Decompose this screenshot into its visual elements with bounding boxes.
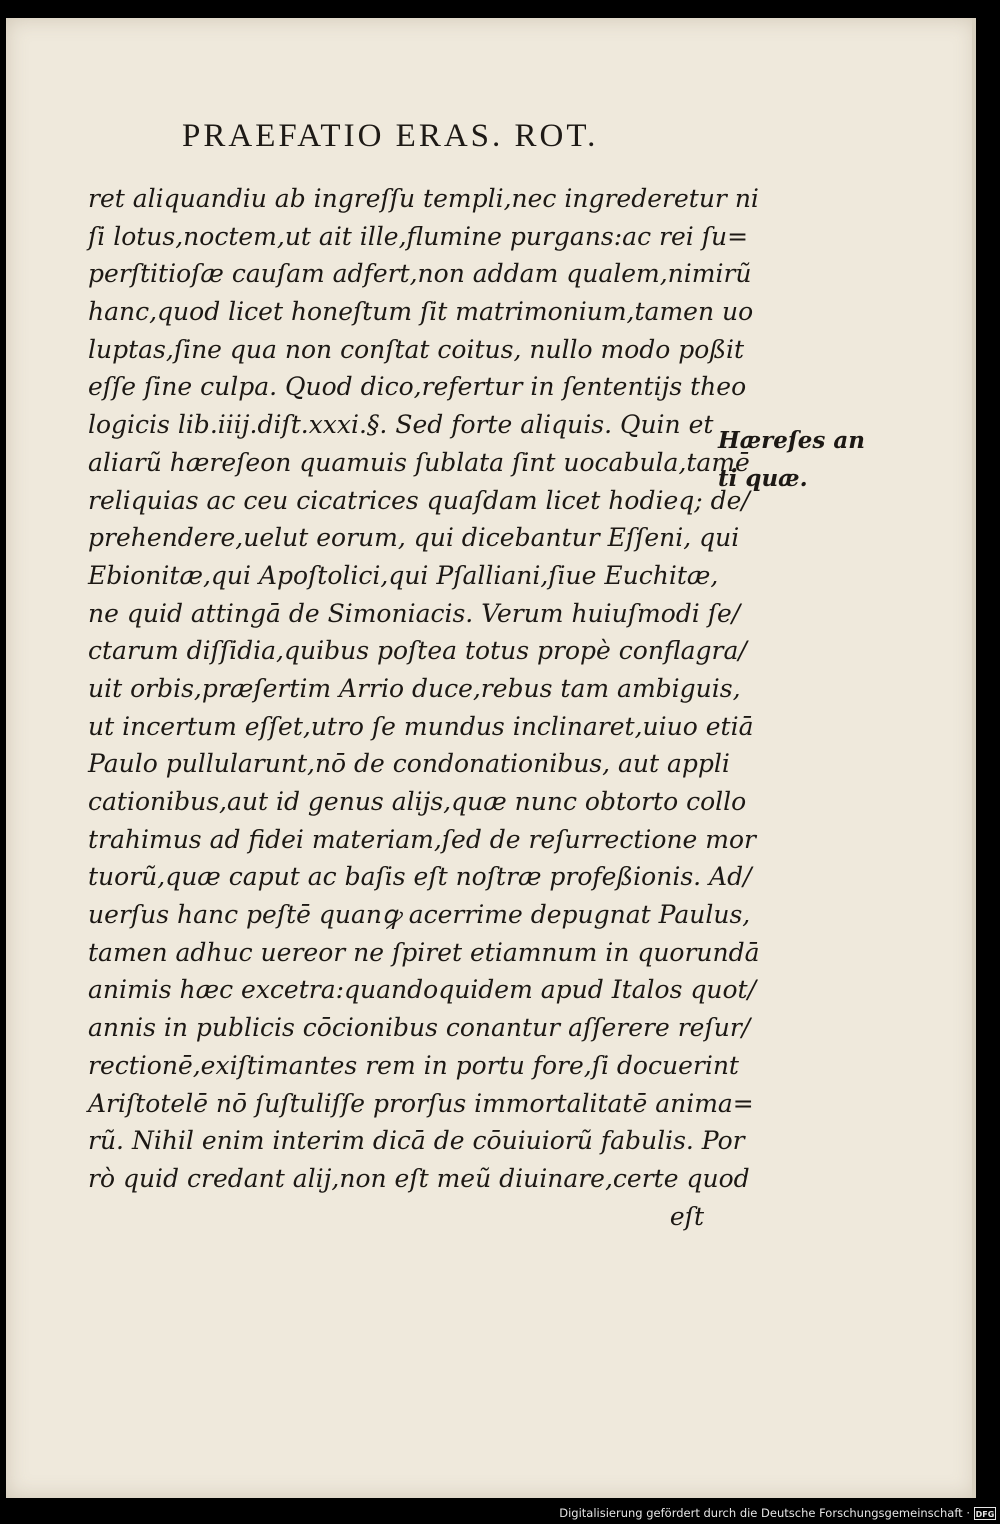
text-line: logicis lib.iiij.diſt.xxxi.§. Sed forte aliquis. Quin et: [88, 410, 714, 440]
text-line: annis in publicis cōcionibus conantur aſſerere reſur/: [88, 1013, 751, 1043]
text-line: animis hæc excetra:quandoquidem apud Italos quot/: [88, 975, 756, 1005]
text-line: uerſus hanc peſtē quanꝙ acerrime depugnat Paulus,: [88, 900, 751, 930]
text-line: luptas,ſine qua non conſtat coitus, nullo modo poßit: [88, 334, 745, 364]
text-line: hanc,quod licet honeſtum ſit matrimonium,tamen uo: [88, 297, 754, 327]
text-line: reliquias ac ceu cicatrices quaſdam licet hodieq; de/: [88, 485, 750, 515]
text-line: ne quid attingā de Simoniacis. Verum huiuſmodi ſe/: [88, 598, 741, 628]
main-text-block: [88, 180, 760, 1235]
text-line: rũ. Nihil enim interim dicā de cōuiuiorũ fabulis. Por: [88, 1126, 745, 1156]
text-line: ut incertum eſſet,utro ſe mundus inclinaret,uiuo etiā: [88, 711, 754, 741]
text-line: rò quid credant alij,non eſt meũ diuinare,certe quod: [88, 1163, 750, 1193]
text-line: prehendere,uelut eorum, qui dicebantur Eſſeni, qui: [88, 523, 740, 553]
marginal-note-line: Hæreſes an: [718, 427, 866, 454]
text-line: trahimus ad fidei materiam,ſed de reſurrectione mor: [88, 824, 756, 854]
book-page: [6, 18, 976, 1498]
text-line: ſi lotus,noctem,ut ait ille,flumine purgans:ac rei ſu=: [88, 221, 749, 251]
running-head: PRAEFATIO ERAS. ROT.: [182, 118, 599, 154]
dfg-logo: DFG: [974, 1507, 996, 1520]
digitization-credit: Digitalisierung gefördert durch die Deutsche Forschungsgemeinschaft ·: [559, 1506, 970, 1520]
text-line: aliarũ hæreſeon quamuis ſublata ſint uocabula,tamē: [88, 447, 750, 477]
catchword: eſt: [669, 1201, 704, 1231]
text-line: uit orbis,præſertim Arrio duce,rebus tam ambiguis,: [88, 673, 741, 703]
text-line: ret aliquandiu ab ingreſſu templi,nec ingrederetur ni: [88, 184, 759, 213]
text-line: Paulo pullularunt,nō de condonationibus, aut appli: [88, 749, 730, 779]
text-line: Ebionitæ,qui Apoſtolici,qui Pſalliani,ſiue Euchitæ,: [88, 560, 719, 590]
marginal-note-line: ti quæ.: [718, 464, 808, 492]
text-line: tamen adhuc uereor ne ſpiret etiamnum in quorundā: [88, 937, 760, 967]
text-line: rectionē,exiſtimantes rem in portu fore,ſi docuerint: [88, 1050, 739, 1080]
text-line: ctarum diſſidia,quibus poſtea totus propè conflagra/: [88, 636, 747, 666]
page-edge: [972, 18, 976, 1498]
text-line: cationibus,aut id genus alijs,quæ nunc obtorto collo: [88, 787, 747, 816]
marginal-note: [718, 422, 918, 497]
text-line: Ariſtotelē nō ſuſtuliſſe prorſus immortalitatē anima=: [88, 1088, 754, 1118]
text-line: perſtitioſæ cauſam adfert,non addam qualem,nimirũ: [88, 259, 752, 289]
text-line: eſſe ſine culpa. Quod dico,refertur in ſententijs theo: [88, 372, 747, 402]
text-line: tuorũ,quæ caput ac baſis eſt noſtræ profeßionis. Ad/: [88, 862, 752, 892]
